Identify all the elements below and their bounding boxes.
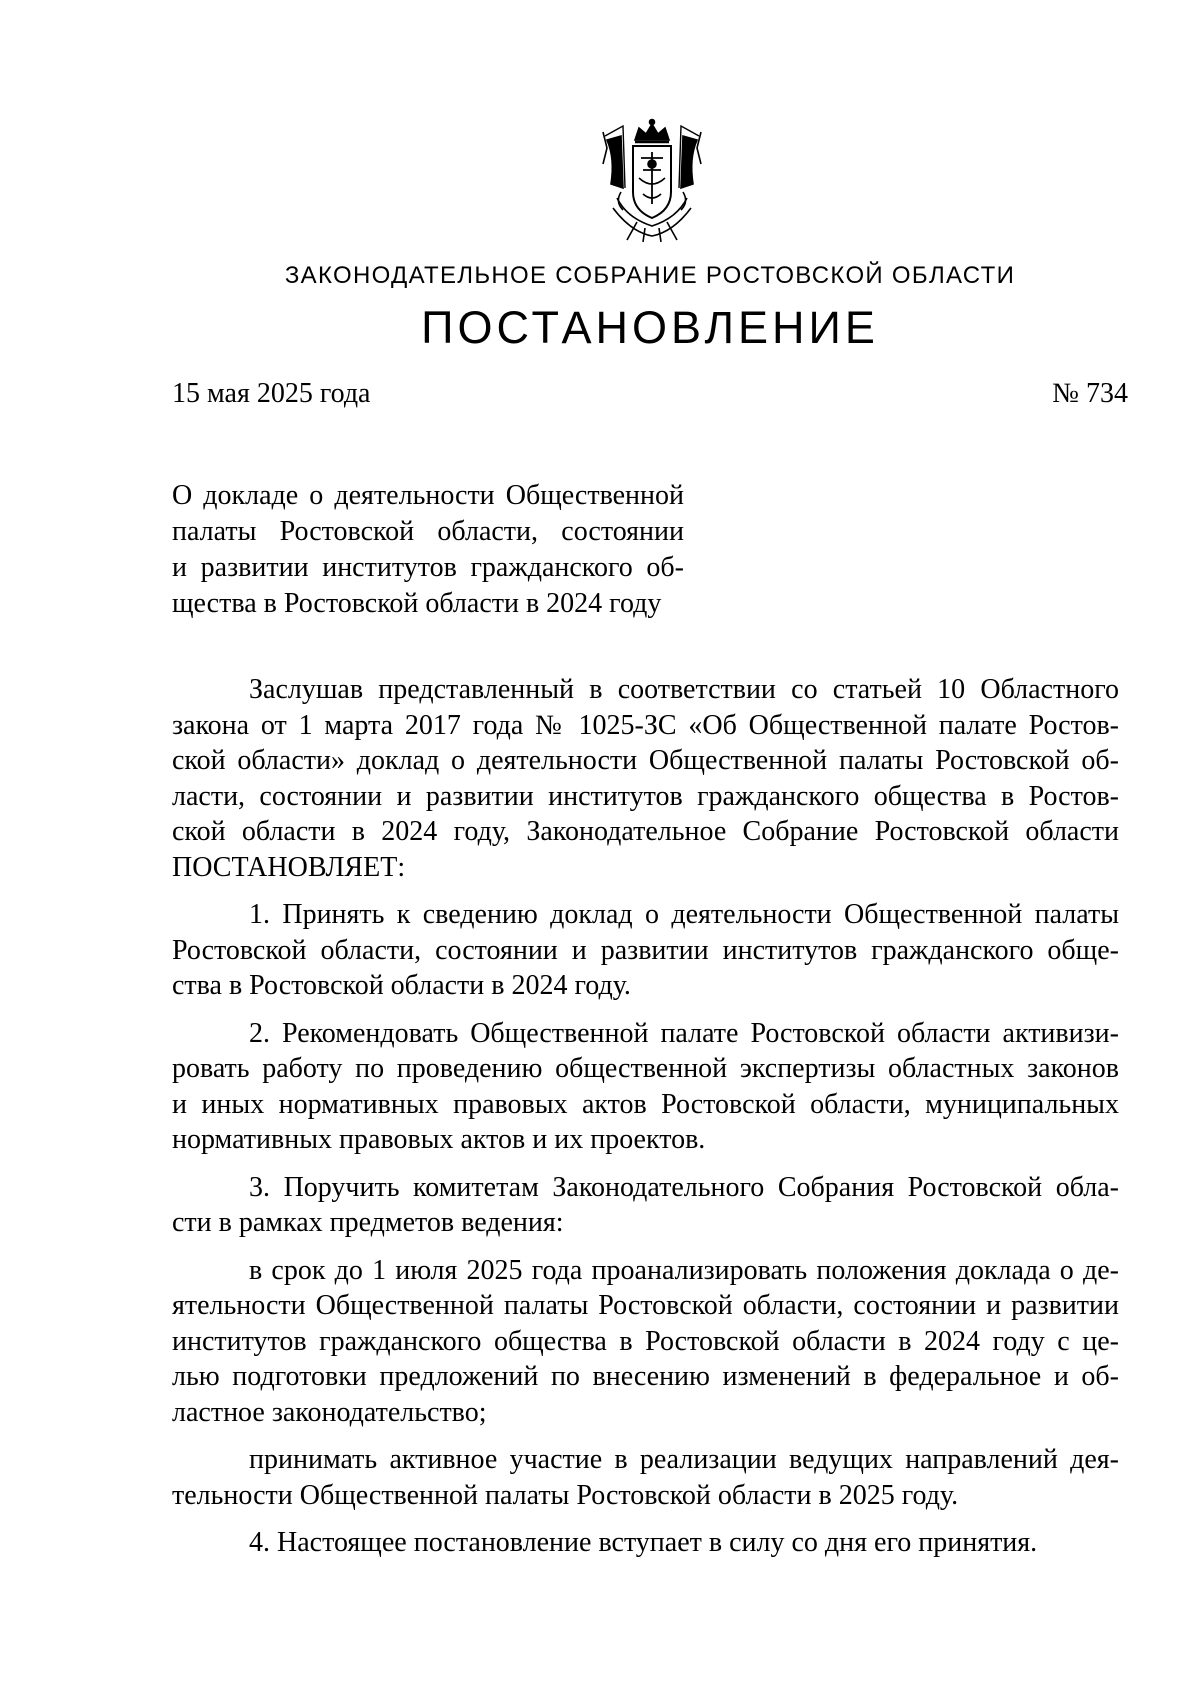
body-line: сти в рамках предметов ведения: — [172, 1207, 564, 1238]
rostov-oblast-coat-of-arms-icon — [597, 118, 707, 244]
body-line: ятельности Общественной палаты Ростовской области, состоянии и развитии — [172, 1290, 1119, 1321]
document-number: № 734 — [1052, 378, 1128, 409]
body-line: нормативных правовых актов и их проектов. — [172, 1124, 706, 1155]
preamble-paragraph — [172, 672, 1119, 885]
clause-2-paragraph — [172, 1016, 1119, 1158]
clause-3-paragraph — [172, 1170, 1119, 1241]
subject-line: щества в Ростовской области в 2024 году — [172, 588, 662, 619]
body-line: ровать работу по проведению общественной экспертизы областных законов — [172, 1053, 1119, 1084]
clause-1-paragraph — [172, 897, 1119, 1004]
document-body — [172, 672, 1119, 1573]
body-line: институтов гражданского общества в Ростовской области в 2024 году с це- — [172, 1325, 1119, 1357]
body-line: тельности Общественной палаты Ростовской области в 2025 году. — [172, 1479, 959, 1511]
clause-3-subparagraph-analysis — [172, 1253, 1119, 1431]
body-line: 4. Настоящее постановление вступает в силу со дня его принятия. — [249, 1527, 1038, 1558]
body-line: ласти, состоянии и развитии институтов гражданского общества в Ростов- — [172, 780, 1119, 812]
body-line: ской области в 2024 году, Законодательное Собрание Ростовской области — [172, 816, 1119, 847]
body-line: ластное законодательство; — [172, 1396, 487, 1428]
body-line: и иных нормативных правовых актов Ростовской области, муниципальных — [172, 1088, 1119, 1120]
document-subject — [172, 478, 684, 622]
body-line: принимать активное участие в реализации ведущих направлений дея- — [249, 1444, 1119, 1475]
body-line: в срок до 1 июля 2025 года проанализировать положения доклада о де- — [249, 1254, 1119, 1286]
clause-3-subparagraph-participation — [172, 1442, 1119, 1513]
subject-line: и развитии институтов гражданского об- — [172, 552, 684, 583]
organization-name: ЗАКОНОДАТЕЛЬНОЕ СОБРАНИЕ РОСТОВСКОЙ ОБЛАСТИ — [284, 262, 1016, 289]
subject-line: палаты Ростовской области, состоянии — [172, 516, 684, 547]
body-line: ской области» доклад о деятельности Общественной палаты Ростовской об- — [172, 745, 1119, 776]
body-line: 3. Поручить комитетам Законодательного Собрания Ростовской обла- — [249, 1171, 1119, 1203]
body-line: Ростовской области, состоянии и развитии институтов гражданского обще- — [172, 934, 1119, 966]
clause-4-paragraph — [172, 1525, 1119, 1561]
body-line: ПОСТАНОВЛЯЕТ: — [172, 851, 406, 883]
body-line: ства в Ростовской области в 2024 году. — [172, 970, 631, 1001]
subject-line: О докладе о деятельности Общественной — [172, 480, 684, 511]
document-type-title: ПОСТАНОВЛЕНИЕ — [421, 302, 879, 353]
document-date: 15 мая 2025 года — [172, 378, 371, 409]
body-line: 2. Рекомендовать Общественной палате Ростовской области активизи- — [249, 1017, 1119, 1049]
body-line: закона от 1 марта 2017 года № 1025-ЗС «Об Общественной палате Ростов- — [172, 709, 1119, 741]
body-line: 1. Принять к сведению доклад о деятельности Общественной палаты — [249, 899, 1119, 930]
body-line: Заслушав представленный в соответствии со статьей 10 Областного — [249, 674, 1119, 705]
body-line: лью подготовки предложений по внесению изменений в федеральное и об- — [172, 1361, 1119, 1392]
